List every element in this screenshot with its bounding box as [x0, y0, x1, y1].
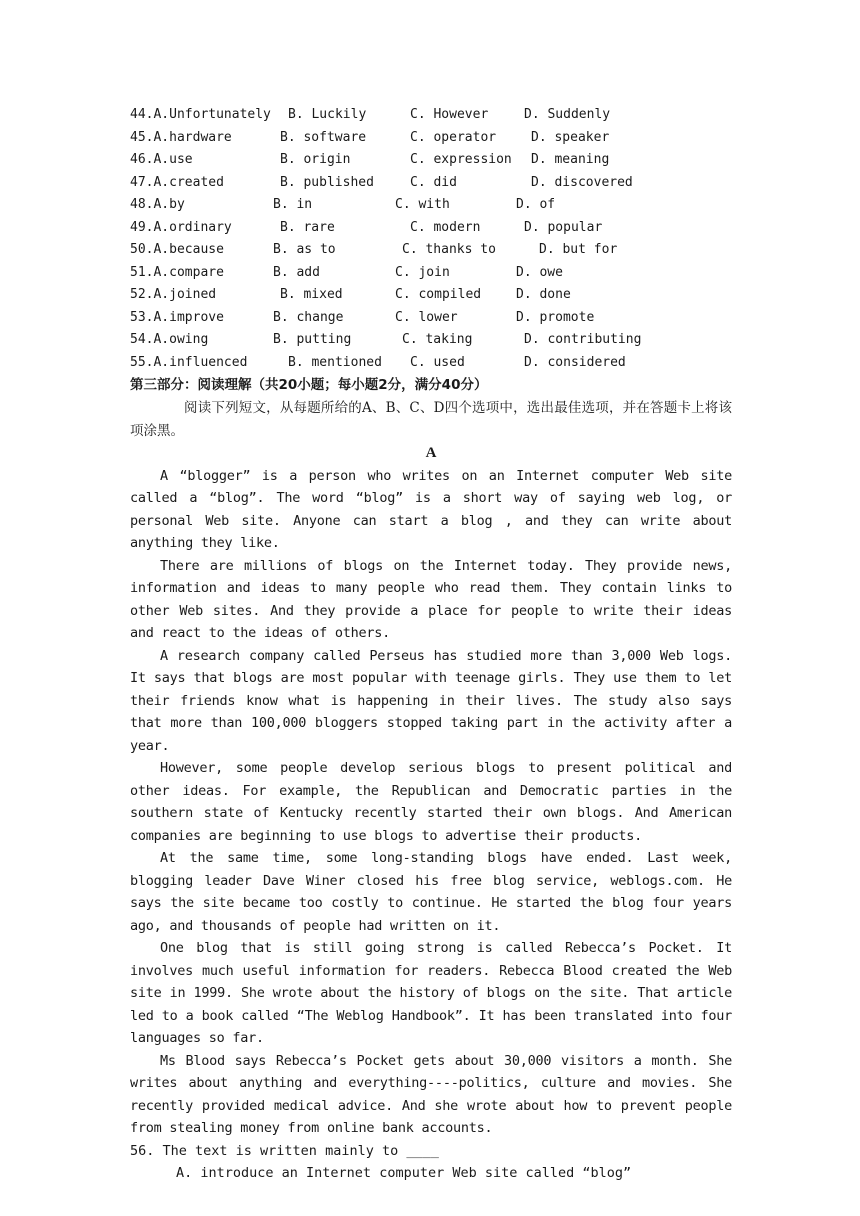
exam-page [130, 104, 732, 1185]
option-a: 54.A.owing [130, 332, 209, 347]
option-b: B. rare [280, 219, 335, 235]
option-b: B. software [280, 129, 367, 145]
option-b: B. mentioned [288, 354, 382, 370]
option-b: B. putting [273, 332, 352, 347]
question-stem: 56. The text is written mainly to ____ [130, 1142, 439, 1159]
option-a: 47.A.created [130, 174, 224, 190]
option-d: D. but for [539, 242, 618, 257]
option-a: 48.A.by [130, 197, 185, 212]
section-title: 第三部分：阅读理解（共20小题；每小题2分，满分40分） [130, 377, 488, 393]
passage-paragraph: However, some people develop serious blogs to present political and other ideas. For example, the Republican and Democratic parties in the southern state of Kentucky recently started their own blogs. And American companies are beginning to use blogs to advertise their products. [130, 760, 732, 844]
option-b: B. Luckily [288, 107, 367, 122]
option-a: 50.A.because [130, 242, 224, 257]
cloze-option-row [130, 217, 732, 240]
passage-heading: A [425, 445, 437, 461]
option-a: 46.A.use [130, 152, 193, 167]
option-c: C. expression [410, 152, 512, 167]
option-d: D. Suddenly [524, 107, 611, 122]
cloze-option-row [130, 149, 732, 172]
cloze-option-row [130, 262, 732, 285]
option-d: D. contributing [524, 332, 642, 347]
option-a: 45.A.hardware [130, 129, 232, 145]
option-d: D. speaker [531, 129, 610, 145]
cloze-option-row [130, 127, 732, 150]
option-c: C. lower [395, 309, 458, 325]
option-c: C. did [410, 174, 457, 190]
cloze-option-row [130, 239, 732, 262]
option-d: D. done [516, 287, 571, 302]
option-c: C. with [395, 197, 450, 212]
cloze-option-row [130, 352, 732, 375]
passage-paragraph: A “blogger” is a person who writes on an Internet computer Web site called a “blog”. The word “blog” is a short way of saying web log, or personal Web site. Anyone can start a blog , and they can write about anything they like. [130, 467, 732, 551]
option-a: 53.A.improve [130, 309, 224, 325]
question-option-a: A. introduce an Internet computer Web site called “blog” [176, 1165, 632, 1181]
cloze-options-list [130, 104, 732, 374]
option-d: D. owe [516, 264, 563, 280]
option-d: D. promote [516, 309, 595, 325]
cloze-option-row [130, 329, 732, 352]
option-c: C. modern [410, 219, 481, 235]
option-b: B. as to [273, 242, 336, 257]
option-a: 44.A.Unfortunately [130, 107, 271, 122]
passage-paragraph: There are millions of blogs on the Internet today. They provide news, information and ideas to many people who read them. They contain links to other Web sites. And they provide a place for people to write their ideas and react to the ideas of others. [130, 557, 732, 641]
option-d: D. considered [524, 354, 626, 370]
cloze-option-row [130, 104, 732, 127]
option-c: C. taking [402, 332, 473, 347]
cloze-option-row [130, 284, 732, 307]
option-c: C. operator [410, 129, 497, 145]
passage-paragraph: One blog that is still going strong is called Rebecca’s Pocket. It involves much useful information for readers. Rebecca Blood created the Web site in 1999. She wrote about the history of blogs on the site. That article led to a book called “The Weblog Handbook”. It has been translated into four languages so far. [130, 940, 732, 1046]
option-c: C. thanks to [402, 242, 496, 257]
option-b: B. in [273, 197, 313, 212]
cloze-option-row [130, 307, 732, 330]
option-d: D. of [516, 197, 556, 212]
option-c: C. However [410, 107, 489, 122]
option-b: B. change [273, 309, 344, 325]
reading-passage [130, 465, 732, 1140]
cloze-option-row [130, 194, 732, 217]
option-d: D. discovered [531, 174, 633, 190]
cloze-option-row [130, 172, 732, 195]
option-b: B. origin [280, 152, 351, 167]
section-instructions: 阅读下列短文，从每题所给的A、B、C、D四个选项中，选出最佳选项，并在答题卡上将该项涂黑。 [130, 400, 732, 439]
option-a: 49.A.ordinary [130, 219, 232, 235]
option-a: 52.A.joined [130, 287, 217, 302]
option-c: C. compiled [395, 287, 482, 302]
option-c: C. used [410, 354, 465, 370]
option-d: D. meaning [531, 152, 610, 167]
option-b: B. add [273, 264, 320, 280]
option-a: 55.A.influenced [130, 354, 248, 370]
option-a: 51.A.compare [130, 264, 224, 280]
option-c: C. join [395, 264, 450, 280]
option-d: D. popular [524, 219, 603, 235]
option-b: B. published [280, 174, 374, 190]
passage-paragraph: A research company called Perseus has studied more than 3,000 Web logs. It says that blogs are most popular with teenage girls. They use them to let their friends know what is happening in their lives. The study also says that more than 100,000 bloggers stopped taking part in the activity after a year. [130, 647, 732, 754]
passage-paragraph: Ms Blood says Rebecca’s Pocket gets about 30,000 visitors a month. She writes about anything and everything----politics, culture and movies. She recently provided medical advice. And she wrote about how to prevent people from stealing money from online bank accounts. [130, 1052, 732, 1136]
option-b: B. mixed [280, 287, 343, 302]
passage-paragraph: At the same time, some long-standing blogs have ended. Last week, blogging leader Dave Winer closed his free blog service, weblogs.com. He says the site became too costly to continue. He started the blog four years ago, and thousands of people had written on it. [130, 850, 732, 934]
